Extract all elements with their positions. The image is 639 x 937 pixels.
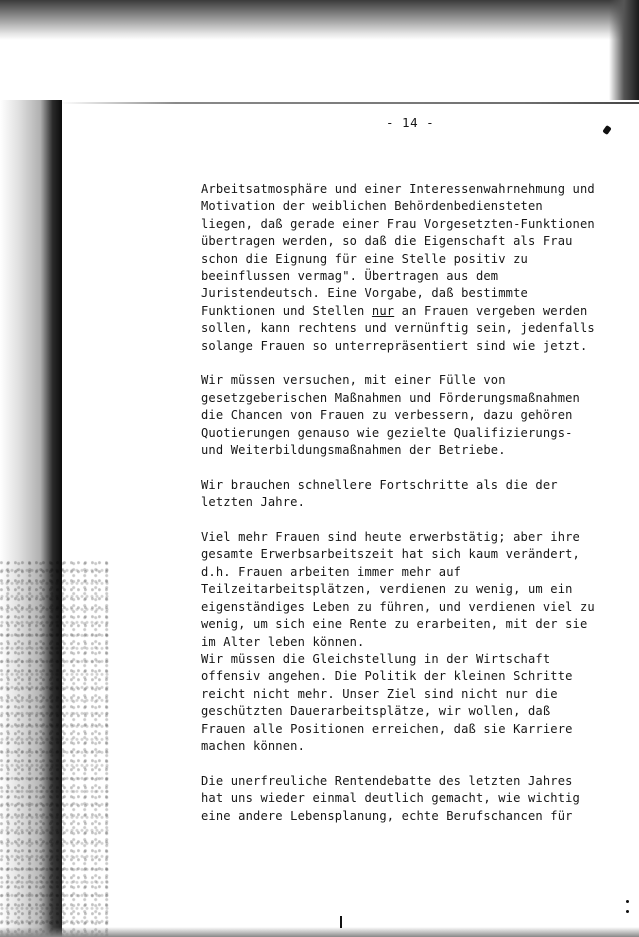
text-line: gesamte Erwerbsarbeitszeit hat sich kaum verändert, [201, 547, 580, 562]
text-line: d.h. Frauen arbeiten immer mehr auf [201, 564, 462, 579]
underlined-word: nur [371, 303, 395, 318]
scan-speck [340, 916, 342, 928]
text-line: Teilzeitarbeitsplätzen, verdienen zu wenig, um ein [201, 582, 573, 597]
scan-speck [626, 900, 629, 903]
text-line: reicht nicht mehr. Unser Ziel sind nicht nur die [201, 686, 558, 701]
text-line: Motivation der weiblichen Behördenbediensteten [201, 199, 543, 214]
text-line: Wir müssen die Gleichstellung in der Wirtschaft [201, 651, 551, 666]
paragraph-2 [201, 372, 601, 459]
text-line: Wir müssen versuchen, mit einer Fülle von [201, 373, 506, 388]
text-line: übertragen werden, so daß die Eigenschaft als Frau [201, 234, 573, 249]
text-line-with-emphasis [201, 303, 601, 320]
text-line: offensiv angehen. Die Politik der kleinen Schritte [201, 669, 573, 684]
scan-top-edge [0, 0, 639, 40]
text-line: letzten Jahre. [201, 495, 306, 510]
paragraph-4 [201, 529, 601, 755]
page-number: - 14 - [386, 115, 435, 130]
text-line: schon die Eignung für eine Stelle positiv zu [201, 251, 528, 266]
text-line: Wir brauchen schnellere Fortschritte als die der [201, 477, 558, 492]
paragraph-3 [201, 477, 601, 512]
text-line: gesetzgeberischen Maßnahmen und Förderungsmaßnahmen [201, 390, 580, 405]
text-line: hat uns wieder einmal deutlich gemacht, wie wichtig [201, 791, 580, 806]
text-line: wenig, um sich eine Rente zu erarbeiten, mit der sie [201, 617, 588, 632]
text-line: Viel mehr Frauen sind heute erwerbstätig; aber ihre [201, 530, 580, 545]
text-line: beeinflussen vermag". Übertragen aus dem [201, 269, 499, 284]
text-line: Die unerfreuliche Rentendebatte des letzten Jahres [201, 773, 573, 788]
text-line: machen können. [201, 738, 306, 753]
text-line: Quotierungen genauso wie gezielte Qualifizierungs- [201, 425, 573, 440]
scan-bottom-edge [0, 927, 639, 937]
scan-speck [602, 125, 612, 135]
text-line: die Chancen von Frauen zu verbessern, dazu gehören [201, 408, 573, 423]
scan-speck [626, 910, 629, 913]
text-line: und Weiterbildungsmaßnahmen der Betriebe. [201, 443, 506, 458]
text-fragment: Funktionen und Stellen [201, 303, 372, 318]
text-line: geschützten Dauerarbeitsplätze, wir wollen, daß [201, 704, 551, 719]
text-line: sollen, kann rechtens und vernünftig sein, jedenfalls [201, 321, 595, 336]
scan-left-noise [0, 560, 110, 937]
text-line: liegen, daß gerade einer Frau Vorgesetzten-Funktionen [201, 216, 595, 231]
text-line: solange Frauen so unterrepräsentiert sind wie jetzt. [201, 338, 588, 353]
paragraph-1 [201, 181, 601, 355]
text-fragment: an Frauen vergeben werden [394, 303, 588, 318]
text-line: im Alter leben können. [201, 634, 365, 649]
scan-top-rule [60, 102, 639, 104]
paragraph-5 [201, 773, 601, 825]
text-line: Frauen alle Positionen erreichen, daß sie Karriere [201, 721, 573, 736]
text-line: Juristendeutsch. Eine Vorgabe, daß bestimmte [201, 286, 528, 301]
text-line: Arbeitsatmosphäre und einer Interessenwahrnehmung und [201, 182, 595, 196]
document-body [201, 181, 601, 842]
text-line: eigenständiges Leben zu führen, und verdienen viel zu [201, 599, 595, 614]
text-line: eine andere Lebensplanung, echte Berufschancen für [201, 808, 573, 823]
scan-corner-shadow [609, 0, 639, 100]
